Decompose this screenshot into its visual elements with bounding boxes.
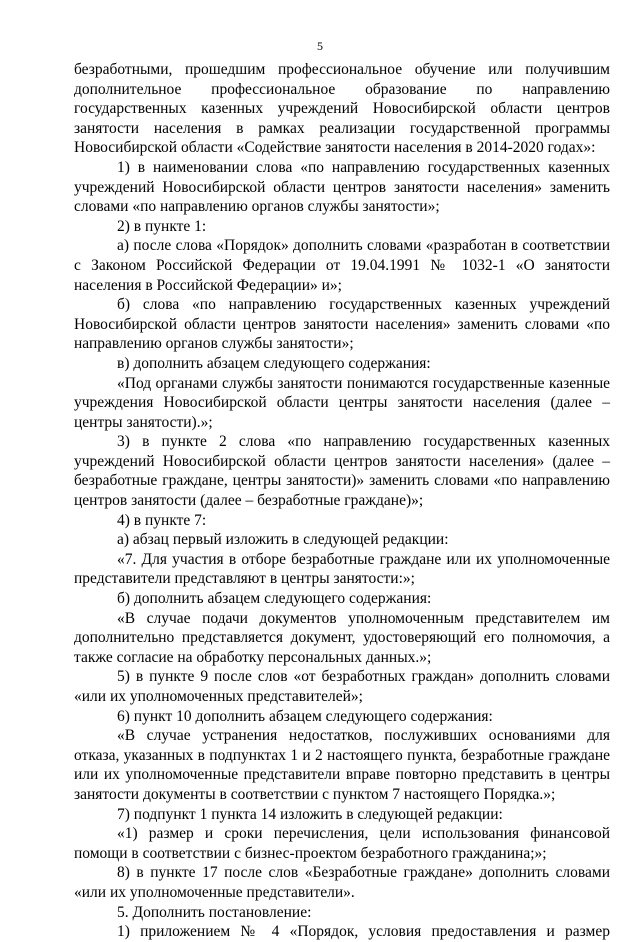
paragraph: а) абзац первый изложить в следующей редакции: — [117, 531, 449, 549]
paragraph: «Под органами службы занятости понимаются государственные казенные учреждения Новосибирской области центры занятости населения (далее – центры занятости).»; — [74, 374, 610, 431]
paragraph: в) дополнить абзацем следующего содержания: — [117, 354, 431, 372]
paragraph: 6) пункт 10 дополнить абзацем следующего содержания: — [117, 707, 493, 725]
paragraph: б) дополнить абзацем следующего содержания: — [117, 590, 432, 608]
paragraph: «1) размер и сроки перечисления, цели использования финансовой помощи в соответствии с бизнес-проектом безработного гражданина;»; — [74, 825, 610, 862]
paragraph: б) слова «по направлению государственных казенных учреждений Новосибирской области центров занятости населения» заменить словами «по направлению органов службы занятости»; — [74, 296, 610, 353]
paragraph: 5) в пункте 9 после слов «от безработных граждан» дополнить словами «или их уполномоченных представителей»; — [74, 668, 610, 705]
document-body — [74, 60, 610, 942]
paragraph: 3) в пункте 2 слова «по направлению государственных казенных учреждений Новосибирской области центров занятости населения» (далее – безработные граждане, центры занятости)» заменить словами «по направлению центров занятости (далее – безработные граждане)»; — [74, 433, 610, 510]
paragraph: 8) в пункте 17 после слов «Безработные граждане» дополнить словами «или их уполномоченные представители». — [74, 864, 610, 901]
paragraph: 4) в пункте 7: — [117, 511, 207, 529]
paragraph: «В случае устранения недостатков, послуживших основаниями для отказа, указанных в подпунктах 1 и 2 настоящего пункта, безработные граждане или их уполномоченные представители вправе повторно представить в центры занятости документы в соответствии с пунктом 7 настоящего Порядка.»; — [74, 727, 610, 803]
paragraph: 1) в наименовании слова «по направлению государственных казенных учреждений Новосибирской области центров занятости населения» заменить словами «по направлению органов службы занятости»; — [74, 158, 610, 216]
paragraph: безработными, прошедшим профессиональное обучение или получившим дополнительное профессиональное образование по направлению государственных казенных учреждений Новосибирской области центров занятости населения в рамках реализации государственной программы Новосибирской области «Содействие занятости населения в 2014-2020 годах»: — [74, 61, 610, 157]
paragraph: «В случае подачи документов уполномоченным представителем им дополнительно представляется документ, удостоверяющий его полномочия, а также согласие на обработку персональных данных.»; — [74, 609, 610, 666]
paragraph: 2) в пункте 1: — [117, 217, 207, 235]
paragraph: а) после слова «Порядок» дополнить словами «разработан в соответствии с Законом Российской Федерации от 19.04.1991 № 1032-1 «О занятости населения в Российской Федерации» и»; — [74, 237, 610, 294]
paragraph: 5. Дополнить постановление: — [117, 903, 312, 921]
paragraph: 1) приложением № 4 «Порядок, условия предоставления и размер — [117, 923, 610, 941]
page-number: 5 — [317, 39, 323, 53]
paragraph: «7. Для участия в отборе безработные граждане или их уполномоченные представители представляют в центры занятости:»; — [74, 550, 610, 588]
paragraph: 7) подпункт 1 пункта 14 изложить в следующей редакции: — [117, 805, 503, 823]
